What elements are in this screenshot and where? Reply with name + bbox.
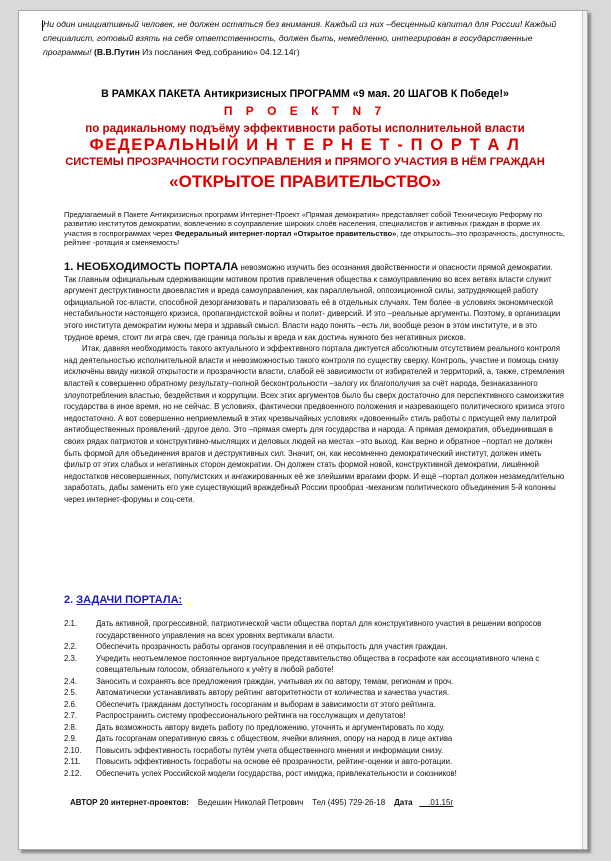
item-text: Обеспечить прозрачность работы органов госуправления и её открытость для участия граждан. — [96, 642, 448, 651]
list-item — [64, 722, 566, 734]
epigraph-quote — [43, 17, 573, 60]
federal-portal-title: ФЕДЕРАЛЬНЫЙ И Н Т Е Р Н Е Т - П О Р Т А Л — [89, 136, 521, 154]
intro-text-1: Предлагаемый в Пакете Антикризисных программ Интернет-Проект «Прямая демократия» представляет собой Техническую Реформу по развитию институтов демократии, вовлечению в соуправление широких слоёв населения, специалистов и активных граждан в форме их участия в госпрограммах через — [64, 210, 543, 238]
item-text: Дать возможность автору видеть работу по предложению, уточнять и аргументировать по ходу. — [96, 722, 445, 732]
item-number: 2.12. — [64, 768, 82, 778]
intro-bold: Федеральный интернет-портал «Открытое правительство» — [174, 228, 397, 238]
item-text: Повысить эффективность госработы путём учета общественного мнения и информации снизу. — [96, 745, 444, 755]
date-label: Дата — [394, 798, 413, 807]
item-text: Обеспечить успех Российской модели государства, рост имиджа, привлекательности и союзников! — [96, 768, 457, 778]
section2-heading — [64, 594, 182, 606]
list-item — [64, 756, 566, 768]
list-item — [64, 653, 566, 676]
section1-title: 1. НЕОБХОДИМОСТЬ ПОРТАЛА — [64, 261, 239, 273]
list-item — [64, 710, 566, 722]
item-number: 2.2. — [64, 642, 78, 651]
page-edge — [582, 11, 587, 849]
intro-text-2: , где открытость–это прозрачность, доступность, рейтинг -ротация и сменяемость! — [64, 228, 565, 248]
section2-number: 2. — [64, 594, 74, 606]
list-item — [64, 733, 566, 745]
date-value: __.01.15г — [419, 798, 454, 807]
item-number: 2.4. — [64, 676, 78, 686]
item-number: 2.10. — [64, 745, 82, 755]
quote-source: Из послания Фед.собранию» 04.12.14г) — [142, 47, 300, 58]
item-number: 2.1. — [64, 619, 78, 628]
package-heading: В РАМКАХ ПАКЕТА Антикризисных ПРОГРАММ «9 мая. 20 ШАГОВ К Победе!» — [101, 88, 509, 100]
item-number: 2.8. — [64, 722, 78, 732]
section-necessity — [64, 262, 566, 505]
list-item — [64, 768, 566, 780]
section2-title: ЗАДАЧИ ПОРТАЛА: — [76, 594, 183, 606]
item-text: Повысить эффективность госработы на основе её прозрачности, рейтинг-оценки и авто-ротации. — [96, 757, 453, 766]
project-number: П Р О Е К Т N 7 — [223, 104, 387, 118]
item-number: 2.11. — [64, 757, 81, 766]
item-number: 2.7. — [64, 711, 78, 720]
section1-text-1: невозможно изучить без осознания двойственности и опасности прямой демократии. Так главным официальным сдерживающим мотивом против привлечения общества к самоуправлению во всех ветвях власти служит аргумент деструктивности двоевластия и вреда самоуправления, как параллельной, оппозиционной силы, затрудняющей работу официальной гос-власти, способной дезорганизовать и парализовать её в отдельных случаях. Тем более -в условиях экономической нестабильности настоящего кризиса, пропагандистской войны и полит- диверсий. И это –реальные аргументы. Поэтому, в организации этого института демократии нужны мера и здравый смысл. Власти надо понять –есть ли, вообще резон в этом институте, и в это трудное время, стоит ли игра свеч, где граница пользы и вреда и как достичь нужного без негативных рисков. — [64, 263, 561, 342]
author-name: Ведешин Николай Петрович — [197, 798, 304, 807]
project-subtitle: по радикальному подъёму эффективности работы исполнительной власти — [85, 122, 525, 135]
item-text: Автоматически устанавливать автору рейтинг авторитетности от количества и качества участия. — [96, 688, 450, 697]
item-text: Дать активной, прогрессивной, патриотической части общества портал для конструктивного участия в решении вопросов государственного управления на всех уровнях вертикали власти. — [96, 619, 542, 640]
item-text: Распространить систему профессионального рейтинга на госслужащих и депутатов! — [96, 711, 406, 720]
quote-text: Ни один инициативный человек, не должен остаться без внимания. Каждый из них –бесценный капитал для России! Каждый специалист, готовый взять на себя ответственность, должен быть, немедленно, интегрирован в государственные программы! — [43, 19, 557, 58]
quote-signature: (В.В.Путин — [93, 47, 140, 58]
list-item — [64, 618, 566, 641]
author-footer — [70, 798, 453, 807]
tasks-list — [64, 618, 566, 779]
item-number: 2.9. — [64, 734, 78, 743]
open-government-title: «ОТКРЫТОЕ ПРАВИТЕЛЬСТВО» — [169, 172, 441, 191]
author-label: АВТОР 20 интернет-проектов: — [70, 798, 189, 807]
list-item — [64, 676, 566, 688]
author-phone: Тел (495) 729-26-18 — [312, 798, 386, 807]
list-item — [64, 687, 566, 699]
item-number: 2.3. — [64, 653, 78, 663]
intro-paragraph — [64, 210, 566, 248]
item-text: Дать госорганам оперативную связь с обществом, ячейки влияния, опору на народ в лице актива — [96, 734, 453, 743]
section1-paragraph-2: Итак, давняя необходимость такого актуального и эффективного портала диктуется абсолютным отсутствием реального контроля над деятельностью исполнительной власти и невозможностью такого контроля по существу сверху. Контроль, участие и помощь снизу исключёны ввиду низкой открытости и прозрачности власти, слабой её зависимости от избирателей и территорий, а, также, стремления властей к совершенно обратному результату–полной бесконтрольности –залогу их благополучия за счёт народа, безнаказанного злоупотребления властью, бездействия и коррупции. Всех этих аргументов было бы сверх достаточно для перспективного самоизжития государства в иное время, но не сейчас. В условиях, фактически предвоенного положения и назревающего политического кризиса этого недостаточно. А вот совершенно неприемлемый в этих чрезвычайных условиях «довоенный» стиль работы с присущей ему палитрой антиобщественных проявлений -другое дело. Это –прямая смерть для государства и народа. А прямая демократия, объединившая в своих рядах патриотов и конструктивно-мыслящих и деловых людей на местах –это выход. Как верно и обратное –портал не должен быть формой для объединения врагов и деструктивных сил. Значит, он, как несомненно демократический институт, должен иметь фильтр от этих слабых и негативных сторон демократии. Он должен стать формой новой, конструктивной демократии, лишённой недостатков несовершенных, популистских и ангажированных её же злейшими врагами форм. И ещё –портал должен незамедлительно заработать, дабы заменить его уже существующий враждебный России прообраз -механизм политического объединения 5-й колонны через интернет-форумы и соц-сети. — [64, 344, 565, 504]
section1-paragraph-1 — [64, 262, 566, 343]
item-number: 2.5. — [64, 688, 78, 697]
list-item — [64, 699, 566, 711]
system-subtitle: СИСТЕМЫ ПРОЗРАЧНОСТИ ГОСУПРАВЛЕНИЯ и ПРЯМОГО УЧАСТИЯ В НЁМ ГРАЖДАН — [65, 156, 545, 168]
item-text: Обеспечить гражданам доступность госорганам и выборам в зависимости от этого рейтинга. — [96, 699, 436, 709]
item-number: 2.6. — [64, 699, 78, 709]
list-item — [64, 745, 566, 757]
list-item — [64, 641, 566, 653]
item-text: Заносить и сохранять все предложения граждан, учитывая их по автору, темам, регионам и проч. — [96, 676, 454, 686]
item-text: Учредить неотъемлемое постоянное виртуальное представительство общества в госрафоте как ассоциативного члена с совещательным голосом, обязательного к учёту в любой работе! — [96, 653, 540, 674]
